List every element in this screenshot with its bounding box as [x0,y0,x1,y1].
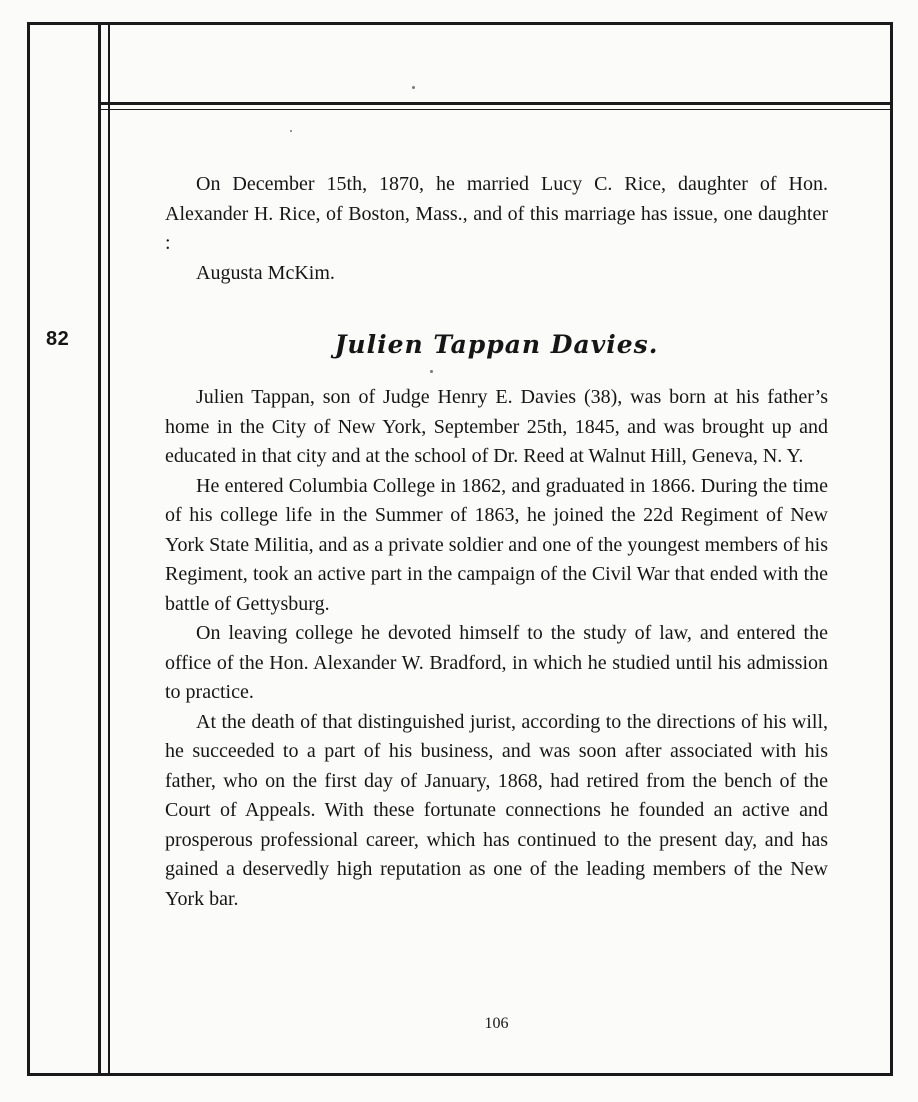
intro-paragraph: Augusta McKim. [196,261,335,284]
ink-speck [430,370,433,373]
body-paragraph: Julien Tappan, son of Judge Henry E. Davies (38), was born at his father’s home in the City of New York, September 25th, 1845, and was brought up and educated in that city and at the school of Dr. Reed at Walnut Hill, Geneva, N. Y. [165,386,828,467]
body-paragraph: On leaving college he devoted himself to the study of law, and entered the office of the Hon. Alexander W. Bradford, in which he studied until his admission to practice. [165,622,828,703]
body-paragraph: He entered Columbia College in 1862, and graduated in 1866. During the time of his college life in the Summer of 1863, he joined the 22d Regiment of New York State Militia, and as a private soldier and one of the youngest members of his Regiment, took an active part in the campaign of the Civil War that ended with the battle of Gettysburg. [165,474,828,615]
ink-speck [412,86,415,89]
margin-column-rule [98,22,110,1076]
biography-text-block [165,383,828,914]
body-paragraph: At the death of that distinguished jurist, according to the directions of his will, he succeeded to a part of his business, and was soon after associated with his father, who on the first day of January, 1868, had retired from the bench of the Court of Appeals. With these fortunate connections he founded an active and prosperous professional career, which has continued to the present day, and has gained a deservedly high reputation as one of the leading members of the New York bar. [165,710,828,910]
header-band-rule [98,102,893,110]
section-heading: Julien Tappan Davies. [334,330,659,359]
ink-speck [290,130,292,132]
margin-entry-number: 82 [46,328,70,350]
intro-paragraph: On December 15th, 1870, he married Lucy C. Rice, daughter of Hon. Alexander H. Rice, of Boston, Mass., and of this marriage has issue, one daughter : [165,173,828,254]
intro-text-block [165,170,828,288]
page-number: 106 [484,1015,509,1032]
